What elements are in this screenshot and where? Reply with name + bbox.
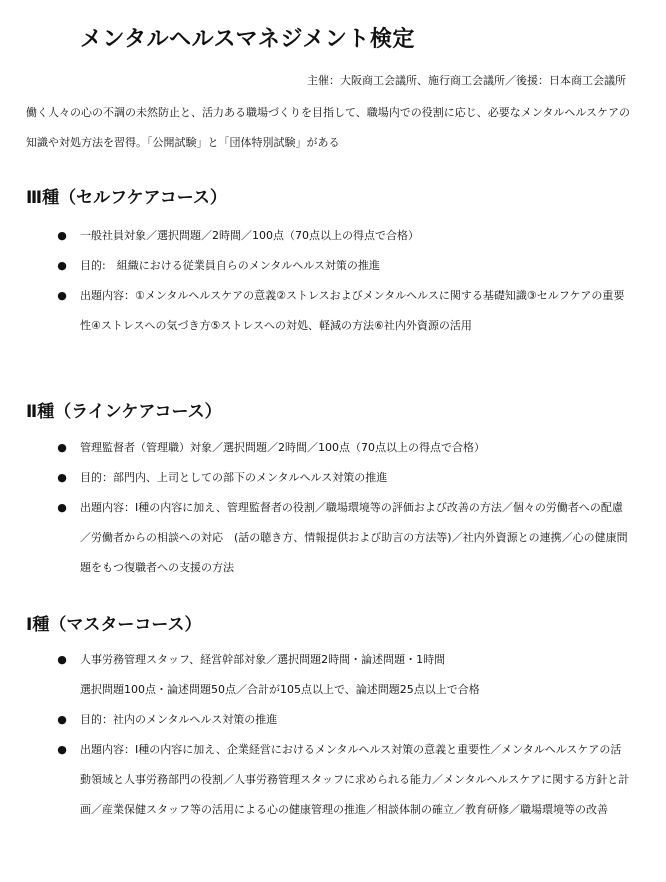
organizer-line: 主催：大阪商工会議所、施行商工会議所／後援：日本商工会議所 [307, 74, 626, 87]
list-item-text: 出題内容：Ⅰ種の内容に加え、管理監督者の役割／職場環境等の評価および改善の方法／個々の労働者への配慮／労働者からの相談への対応 (話の聴き方、情報提供および助言の方法等)／社内外資源との連携／心の健康問題をもつ復職者への支援の方法 [80, 501, 628, 574]
section-list-level-1 [55, 645, 630, 825]
bullet-icon: ● [57, 743, 67, 756]
list-item-text: 出題内容：Ⅰ種の内容に加え、企業経営におけるメンタルヘルス対策の意義と重要性／メンタルヘルスケアの活動領域と人事労務部門の役割／人事労務管理スタッフに求められる能力／メンタルヘルスケアに関する方針と計画／産業保健スタッフ等の活用による心の健康管理の推進／相談体制の確立／教育研修／職場環境等の改善 [80, 743, 630, 816]
list-item [55, 433, 630, 463]
list-item [55, 493, 630, 583]
bullet-icon: ● [57, 229, 67, 242]
section-title-level-3: Ⅲ種（セルフケアコース） [26, 188, 227, 208]
list-item [55, 463, 630, 493]
intro-paragraph: 働く人々の心の不調の未然防止と、活力ある職場づくりを目指して、職場内での役割に応じ、必要なメンタルヘルスケアの知識や対処方法を習得。「公開試験」と「団体特別試験」がある [26, 106, 631, 149]
list-item-text: 目的: 組織における従業員自らのメンタルヘルス対策の推進 [80, 259, 380, 272]
bullet-icon: ● [57, 441, 67, 454]
bullet-icon: ● [57, 653, 67, 666]
section-list-level-2 [55, 433, 630, 583]
bullet-icon: ● [57, 259, 67, 272]
list-item-text: 管理監督者（管理職）対象／選択問題／2時間／100点（70点以上の得点で合格） [80, 441, 485, 454]
bullet-icon: ● [57, 713, 67, 726]
list-item [55, 221, 630, 251]
section-list-level-3 [55, 221, 630, 341]
list-item-text: 目的：部門内、上司としての部下のメンタルヘルス対策の推進 [80, 471, 388, 484]
list-item [55, 735, 630, 825]
list-item [55, 705, 630, 735]
bullet-icon: ● [57, 501, 67, 514]
list-item-text: 出題内容：①メンタルヘルスケアの意義②ストレスおよびメンタルヘルスに関する基礎知識③セルフケアの重要性④ストレスへの気づき方⑤ストレスへの対処、軽減の方法⑥社内外資源の活用 [80, 289, 625, 332]
list-item [55, 251, 630, 281]
list-item-text: 目的：社内のメンタルヘルス対策の推進 [80, 713, 278, 726]
page-title: メンタルヘルスマネジメント検定 [80, 27, 415, 52]
section-title-level-2: Ⅱ種（ラインケアコース） [26, 402, 222, 422]
list-item [55, 281, 630, 341]
bullet-icon: ● [57, 471, 67, 484]
list-item-text: 人事労務管理スタッフ、経営幹部対象／選択問題2時間・論述問題・1時間 選択問題100点・論述問題50点／合計が105点以上で、論述問題25点以上で合格 [80, 653, 480, 696]
bullet-icon: ● [57, 289, 67, 302]
section-title-level-1: Ⅰ種（マスターコース） [26, 615, 202, 635]
list-item [55, 645, 630, 705]
list-item-text: 一般社員対象／選択問題／2時間／100点（70点以上の得点で合格） [80, 229, 419, 242]
